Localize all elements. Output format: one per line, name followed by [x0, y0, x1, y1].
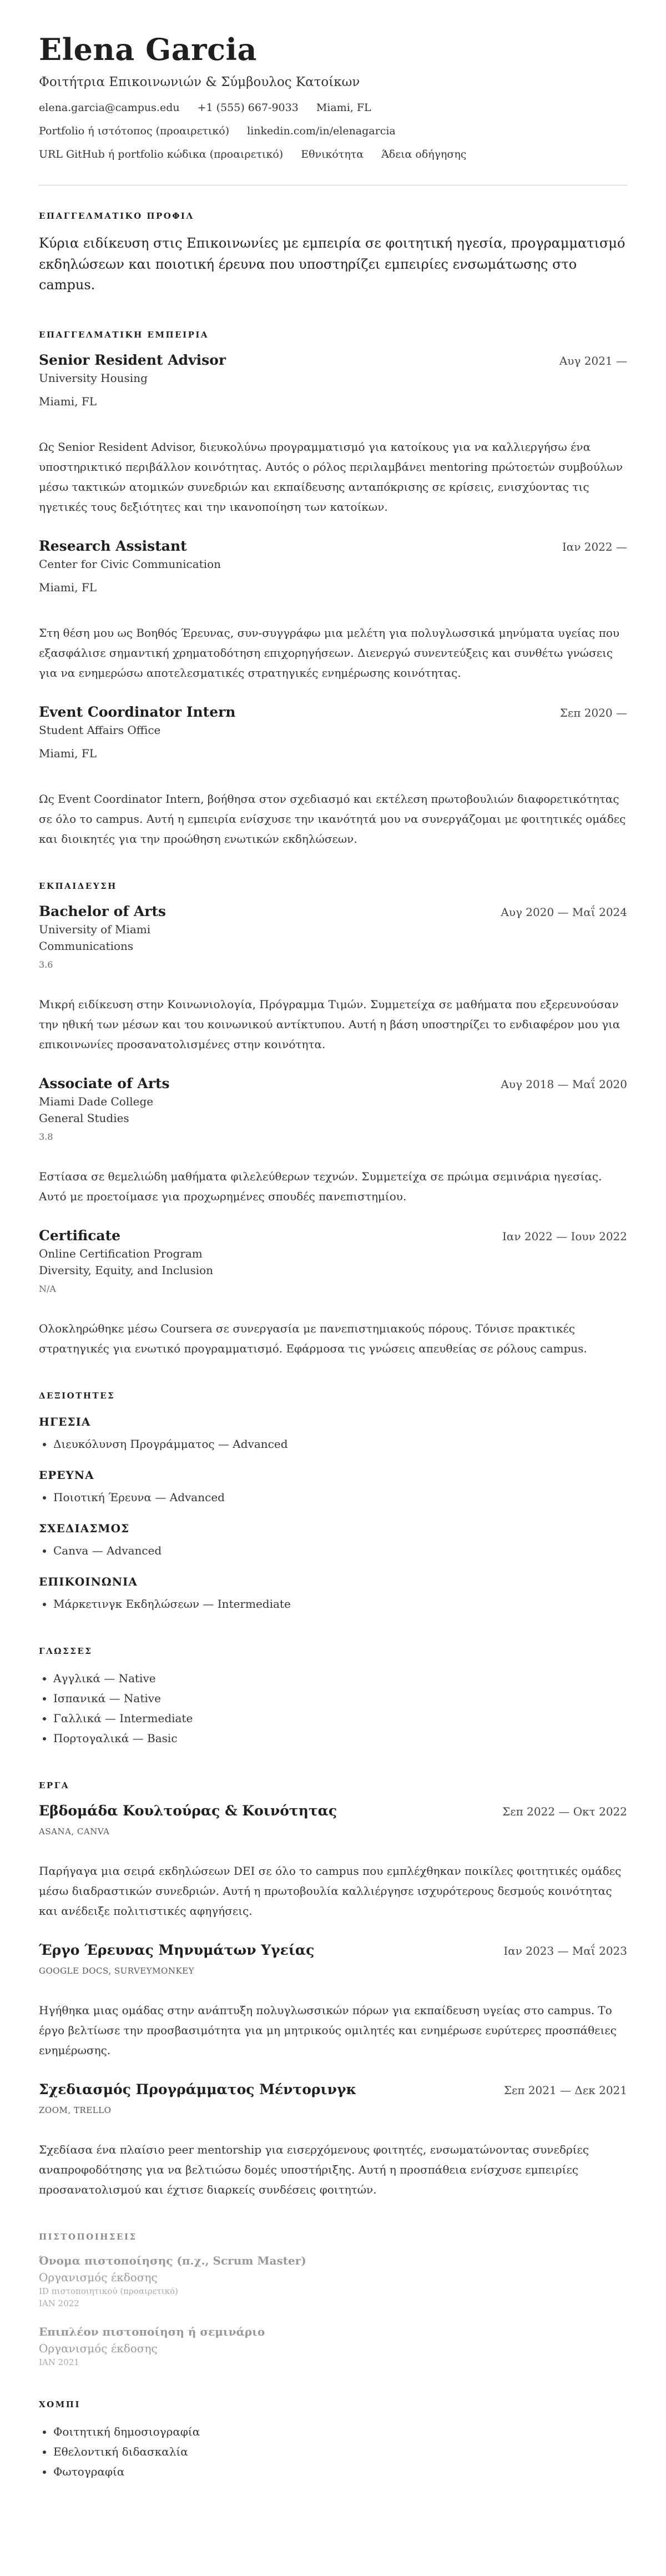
contact-linkedin[interactable]: linkedin.com/in/elenagarcia [247, 125, 396, 138]
hobby-item: • Εθελοντική διδασκαλία [53, 2442, 627, 2462]
certification-org: Οργανισμός έκδοσης [39, 2270, 158, 2284]
projects-title: ΕΡΓΑ [39, 1780, 69, 1790]
contact-row-primary [39, 102, 627, 114]
project-name: Εβδομάδα Κουλτούρας & Κοινότητας [39, 1802, 337, 1819]
certification-entry [39, 2254, 627, 2308]
certification-org: Οργανισμός έκδοσης [39, 2341, 158, 2355]
contact-nationality: Εθνικότητα [301, 148, 364, 161]
hobby-item: • Φοιτητική δημοσιογραφία [53, 2422, 627, 2442]
experience-entry [39, 704, 627, 849]
project-description: Σχεδίασα ένα πλαίσιο peer mentorship για εισερχόμενους φοιτητές, ενσωματώνοντας συνεδρίες αναπροφοδότησης για να βελτιώσω δομές υποστήριξης. Αυτή η προσπάθεια ενίσχυσε εμπειρίες προσανατολισμού και έχτισε διαρκείς συνδέσεις φοιτητών. [39, 2142, 589, 2196]
candidate-subtitle: Φοιτήτρια Επικοινωνιών & Σύμβουλος Κατοίκων [39, 75, 360, 90]
project-entry [39, 2081, 627, 2200]
experience-org: Center for Civic Communication [39, 557, 221, 571]
summary-title: ΕΠΑΓΓΕΛΜΑΤΙΚΟ ΠΡΟΦΙΛ [39, 211, 194, 222]
contact-github[interactable]: URL GitHub ή portfolio κώδικα (προαιρετικό) [39, 148, 284, 161]
contact-row-links [39, 125, 627, 137]
education-entry [39, 1227, 627, 1359]
education-degree: Bachelor of Arts [39, 903, 167, 919]
education-degree: Certificate [39, 1227, 121, 1244]
education-description: Ολοκληρώθηκε μέσω Coursera σε συνεργασία με πανεπιστημιακούς πόρους. Τόνισε πρακτικές στρατηγικές για ενωτικό προγραμματισμό. Εφάρμοσα τις γνώσεις απευθείας σε ρόλους campus. [39, 1321, 587, 1355]
skill-item: • Ποιοτική Έρευνα — Advanced [53, 1487, 627, 1507]
certifications-title: ΠΙΣΤΟΠΟΙΗΣΕΙΣ [39, 2231, 137, 2242]
contact-portfolio[interactable]: Portfolio ή ιστότοπος (προαιρετικό) [39, 125, 230, 138]
project-description: Παρήγαγα μια σειρά εκδηλώσεων DEI σε όλο το campus που εμπλέχθηκαν ποικίλες φοιτητικές ομάδες μέσω διαδραστικών συνεδριών. Αυτή η πρωτοβουλία καλλιέργησε ισχυρότερους δεσμούς κοινότητας και ανέδειξε πολιτιστικές αφηγήσεις. [39, 1864, 622, 1918]
candidate-name: Elena Garcia [39, 32, 258, 67]
contact-email[interactable]: elena.garcia@campus.edu [39, 102, 180, 114]
contact-license: Άδεια οδήγησης [381, 148, 467, 161]
education-description: Εστίασα σε θεμελιώδη μαθήματα φιλελεύθερων τεχνών. Συμμετείχα σε πρώιμα σεμινάρια ηγεσίας. Αυτό με προετοίμασε για προχωρημένες σπουδές πανεπιστημίου. [39, 1169, 602, 1203]
contact-row-extra [39, 148, 627, 160]
experience-description: Ως Event Coordinator Intern, βοήθησα στον σχεδιασμό και εκτέλεση πρωτοβουλιών διαφορετικότητας σε όλο το campus. Αυτή η εμπειρία ενίσχυσε την ικανότητά μου να συνεργάζομαι με φοιτητικές ομάδες και διοικητές για την προώθηση ενωτικών εκδηλώσεων. [39, 792, 626, 846]
hobbies-title: ΧΟΜΠΙ [39, 2399, 80, 2409]
education-title: ΕΚΠΑΙΔΕΥΣΗ [39, 881, 117, 891]
language-item: • Ισπανικά — Native [53, 1688, 627, 1708]
experience-role: Research Assistant [39, 537, 187, 554]
skills-section [39, 1391, 627, 1614]
experience-section [39, 330, 627, 849]
languages-list [39, 1668, 627, 1748]
summary-section [39, 211, 627, 295]
skill-category: ΕΠΙΚΟΙΝΩΝΙΑ [39, 1574, 138, 1588]
project-date: Ιαν 2023 — Μαΐ 2023 [503, 1944, 627, 1958]
hobby-item: • Φωτογραφία [53, 2462, 627, 2482]
certification-id: ID πιστοποιητικού (προαιρετικό) [39, 2286, 178, 2296]
education-school: Miami Dade College [39, 1094, 154, 1108]
experience-location: Miami, FL [39, 746, 97, 760]
project-date: Σεπ 2022 — Οκτ 2022 [502, 1804, 627, 1818]
project-name: Έργο Έρευνας Μηνυμάτων Υγείας [39, 1941, 315, 1958]
education-gpa: 3.8 [39, 1131, 53, 1142]
education-school: Online Certification Program [39, 1246, 203, 1260]
resume-header [39, 33, 627, 160]
experience-date: Σεπ 2020 — [559, 706, 627, 720]
experience-description: Στη θέση μου ως Βοηθός Έρευνας, συν-συγγράφω μια μελέτη για πολυγλωσσικά μηνύματα υγείας που εξασφάλισε σημαντική χρηματοδότηση επιχορηγήσεων. Διενεργώ συνεντεύξεις και συνθέτω γνώσεις για να ενημερώσω αποτελεσματικές στρατηγικές ενημέρωσης κοινότητας. [39, 626, 620, 680]
project-name: Σχεδιασμός Προγράμματος Μέντορινγκ [39, 2081, 357, 2097]
experience-role: Senior Resident Advisor [39, 351, 226, 368]
language-item: • Αγγλικά — Native [53, 1668, 627, 1688]
experience-org: University Housing [39, 371, 148, 385]
skills-title: ΔΕΞΙΟΤΗΤΕΣ [39, 1390, 115, 1401]
skill-list [39, 1487, 627, 1507]
experience-role: Event Coordinator Intern [39, 703, 236, 720]
certification-entry [39, 2325, 627, 2367]
hobbies-list [39, 2422, 627, 2482]
education-gpa: 3.6 [39, 959, 53, 970]
skill-category: ΕΡΕΥΝΑ [39, 1468, 94, 1482]
skill-list [39, 1541, 627, 1561]
experience-date: Ιαν 2022 — [562, 540, 627, 554]
language-item: • Πορτογαλικά — Basic [53, 1728, 627, 1748]
experience-location: Miami, FL [39, 394, 97, 408]
experience-location: Miami, FL [39, 580, 97, 594]
education-description: Μικρή ειδίκευση στην Κοινωνιολογία, Πρόγραμμα Τιμών. Συμμετείχα σε μαθήματα που εξερευνούσαν την ηθική των μέσων και του κοινωνικού αντίκτυπου. Αυτή η βάση υποστηρίζει το ενδιαφέρον μου για επικοινωνίες προσανατολισμένες στην κοινότητα. [39, 997, 620, 1051]
experience-description: Ως Senior Resident Advisor, διευκολύνω προγραμματισμό για κατοίκους για να καλλιεργήσω ένα υποστηρικτικό περιβάλλον κοινότητας. Αυτός ο ρόλος περιλαμβάνει mentoring πρώτοετών συμβούλων μέσω τακτικών ατομικών συνεδριών και εκπαίδευσης ανταπόκρισης σε κρίσεις, ενισχύοντας τις ηγετικές τους δεξιότητες και την ικανοποίηση των κατοίκων. [39, 440, 623, 514]
contact-phone[interactable]: +1 (555) 667-9033 [197, 102, 299, 114]
skill-category: ΗΓΕΣΙΑ [39, 1415, 91, 1428]
skill-item: • Canva — Advanced [53, 1541, 627, 1561]
languages-section [39, 1646, 627, 1748]
education-section [39, 881, 627, 1359]
education-field: Communications [39, 939, 134, 953]
education-school: University of Miami [39, 922, 151, 936]
education-field: General Studies [39, 1111, 129, 1125]
experience-entry [39, 352, 627, 517]
certification-name: Επιπλέον πιστοποίηση ή σεμινάριο [39, 2325, 265, 2338]
experience-date: Αυγ 2021 — [559, 354, 627, 368]
languages-title: ΓΛΩΣΣΕΣ [39, 1646, 93, 1656]
experience-org: Student Affairs Office [39, 723, 161, 737]
certification-date: ΙΑΝ 2022 [39, 2298, 79, 2308]
project-tools: GOOGLE DOCS, SURVEYMONKEY [39, 1965, 195, 1976]
project-date: Σεπ 2021 — Δεκ 2021 [503, 2083, 627, 2097]
project-tools: ZOOM, TRELLO [39, 2105, 112, 2115]
education-degree: Associate of Arts [39, 1075, 170, 1091]
education-date: Ιαν 2022 — Ιουν 2022 [502, 1229, 627, 1243]
skill-list [39, 1594, 627, 1614]
project-entry [39, 1942, 627, 2060]
summary-text: Κύρια ειδίκευση στις Επικοινωνίες με εμπειρία σε φοιτητική ηγεσία, προγραμματισμό εκδηλώσεων και ποιοτική έρευνα που υποστηρίζει εμπειρίες ενσωμάτωσης στο campus. [39, 235, 625, 293]
experience-entry [39, 538, 627, 683]
certifications-section [39, 2232, 627, 2367]
certification-name: Όνομα πιστοποίησης (π.χ., Scrum Master) [39, 2253, 306, 2267]
skill-category: ΣΧΕΔΙΑΣΜΟΣ [39, 1521, 130, 1535]
projects-section [39, 1780, 627, 2200]
education-entry [39, 1075, 627, 1206]
skill-item: • Μάρκετινγκ Εκδηλώσεων — Intermediate [53, 1594, 627, 1614]
language-item: • Γαλλικά — Intermediate [53, 1708, 627, 1728]
education-gpa: N/A [39, 1283, 56, 1294]
certification-date: ΙΑΝ 2021 [39, 2357, 79, 2367]
education-date: Αυγ 2018 — Μαΐ 2020 [501, 1077, 627, 1091]
education-entry [39, 903, 627, 1054]
education-field: Diversity, Equity, and Inclusion [39, 1263, 214, 1277]
hobbies-section [39, 2399, 627, 2482]
project-tools: ASANA, CANVA [39, 1826, 110, 1837]
education-date: Αυγ 2020 — Μαΐ 2024 [501, 905, 627, 919]
project-entry [39, 1803, 627, 1921]
project-description: Ηγήθηκα μιας ομάδας στην ανάπτυξη πολυγλωσσικών πόρων για εκπαίδευση υγείας στο campus. Το έργο βελτίωσε την προσβασιμότητα για μη μητρικούς ομιλητές και ενημέρωσε ευρύτερες προσπάθειες ενημέρωσης. [39, 2003, 617, 2057]
skill-item: • Διευκόλυνση Προγράμματος — Advanced [53, 1434, 627, 1454]
contact-location: Miami, FL [316, 102, 371, 114]
experience-title: ΕΠΑΓΓΕΛΜΑΤΙΚΗ ΕΜΠΕΙΡΙΑ [39, 329, 209, 340]
skill-list [39, 1434, 627, 1454]
